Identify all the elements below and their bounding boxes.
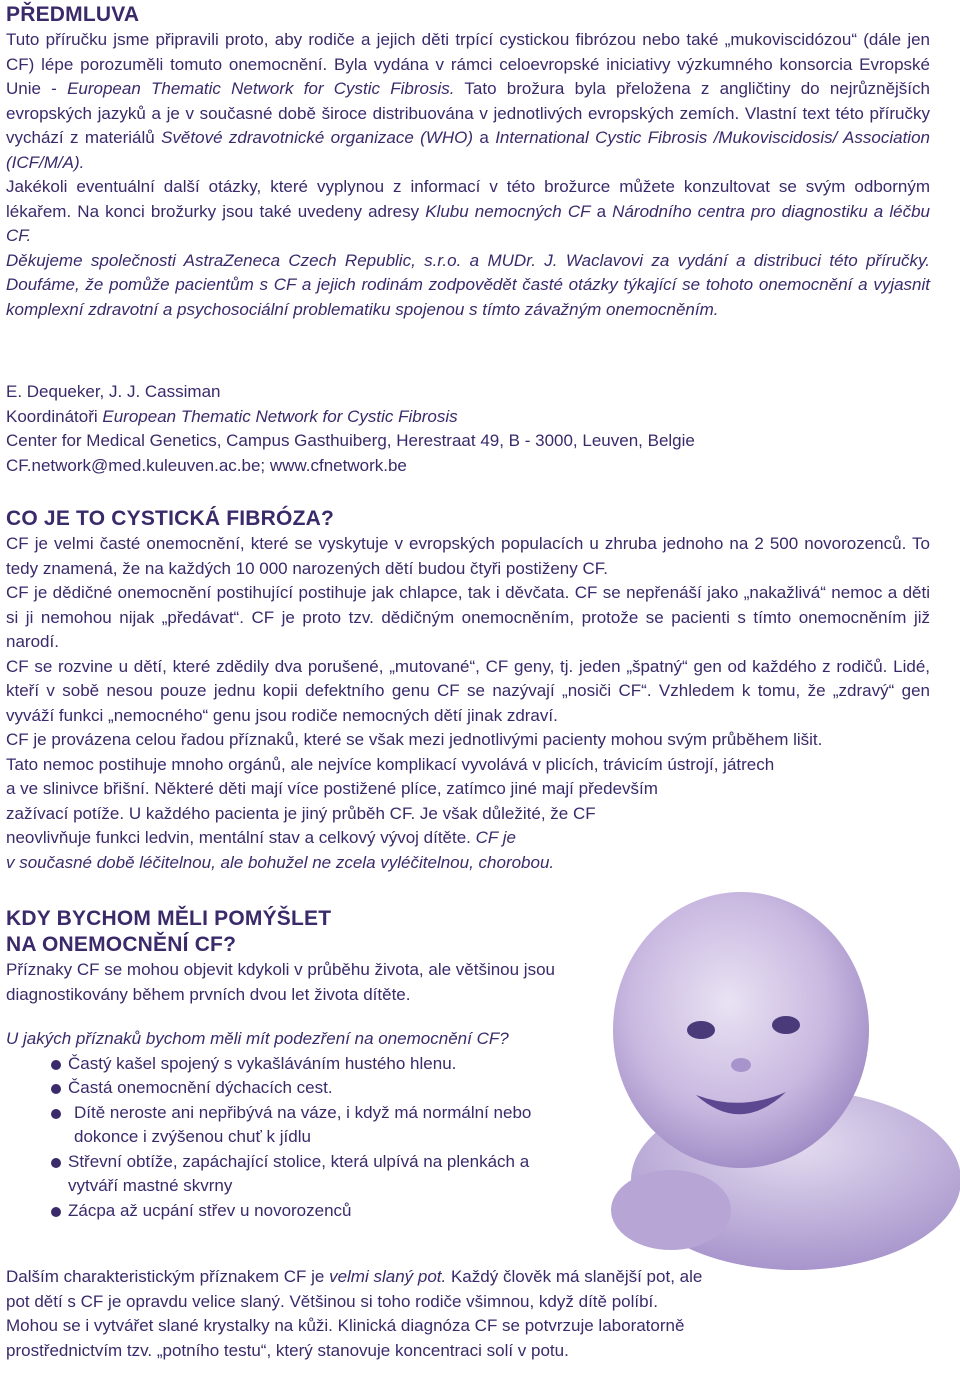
symptom-item: Zácpa až ucpání střev u novorozenců	[6, 1199, 566, 1224]
baby-arm-shape	[611, 1170, 731, 1250]
signature-address: Center for Medical Genetics, Campus Gasthuiberg, Herestraat 49, B - 3000, Leuven, Belgie	[6, 431, 695, 450]
suspect-question: U jakých příznaků bychom měli mít podezření na onemocnění CF?	[6, 1029, 509, 1048]
when-suspect-cf-section	[6, 906, 606, 1223]
foreword-title: PŘEDMLUVA	[6, 3, 140, 26]
cf-paragraph-4-line-6: v současné době léčitelnou, ale bohužel ne zcela vyléčitelnou, chorobou.	[6, 852, 555, 872]
when-suspect-title-line-2: NA ONEMOCNĚNÍ CF?	[6, 933, 237, 956]
cf-paragraph-4-line-2: Tato nemoc postihuje mnoho orgánů, ale nejvíce komplikací vyvolává v plicích, trávicím ústrojí, játrech	[6, 754, 775, 774]
baby-head-shape	[613, 892, 869, 1168]
foreword-paragraph-2: Jakékoli eventuální další otázky, které vyplynou z informací v této brožurce můžete konzultovat se svým odborným lékařem. Na konci brožurky jsou také uvedeny adresy Klubu nemocných CF a Národního centra pro diagnostiku a léčbu CF.	[6, 177, 930, 245]
suspect-intro: Příznaky CF se mohou objevit kdykoli v průběhu života, ale většinou jsou diagnostikovány během prvních dvou let života dítěte.	[6, 960, 555, 1004]
bullet-icon	[51, 1060, 61, 1070]
cf-paragraph-4-line-1: CF je provázena celou řadou příznaků, které se však mezi jednotlivými pacienty mohou svým průběhem lišit.	[6, 730, 823, 749]
baby-nose	[731, 1058, 751, 1072]
baby-eye-left	[687, 1021, 715, 1039]
signature-names: E. Dequeker, J. J. Cassiman	[6, 382, 221, 401]
bullet-icon	[51, 1084, 61, 1094]
symptom-item: Dítě neroste ani nepřibývá na váze, i když má normální nebo dokonce i zvýšenou chuť k jídlu	[6, 1101, 566, 1150]
symptom-list	[6, 1052, 566, 1224]
signature-contact: CF.network@med.kuleuven.ac.be; www.cfnetwork.be	[6, 455, 407, 475]
bullet-icon	[51, 1109, 61, 1119]
symptom-item: Častá onemocnění dýchacích cest.	[6, 1076, 566, 1101]
symptom-item: Střevní obtíže, zapáchající stolice, která ulpívá na plenkách a vytváří mastné skvrny	[6, 1150, 566, 1199]
cf-paragraph-4-line-4: zažívací potíže. U každého pacienta je jiný průběh CF. Je však důležité, že CF	[6, 803, 596, 823]
cf-paragraph-4-line-5: neovlivňuje funkci ledvin, mentální stav a celkový vývoj dítěte. CF je	[6, 828, 516, 847]
what-is-cf-title: CO JE TO CYSTICKÁ FIBRÓZA?	[6, 507, 334, 530]
sweat-section	[6, 1265, 706, 1363]
sweat-paragraph: Dalším charakteristickým příznakem CF je velmi slaný pot. Každý člověk má slanější pot, ale pot dětí s CF je opravdu velice slaný. Většinou si toho rodiče všimnou, když dítě políbí. Mohou se i vytvářet slané krystalky na kůži. Klinická diagnóza CF se potvrzuje laboratorně prostřednictvím tzv. „potního testu“, který stanovuje koncentraci solí v potu.	[6, 1267, 703, 1360]
when-suspect-title-line-1: KDY BYCHOM MĚLI POMÝŠLET	[6, 907, 332, 930]
bullet-icon	[51, 1207, 61, 1217]
baby-photo	[591, 880, 960, 1275]
symptom-item: Častý kašel spojený s vykašláváním hustého hlenu.	[6, 1052, 566, 1077]
foreword-paragraph-1: Tuto příručku jsme připravili proto, aby rodiče a jejich děti trpící cystickou fibrózou nebo také „mukoviscidózou“ (dále jen CF) lépe porozuměli tomuto onemocnění. Byla vydána v rámci celoevropské iniciativy výzkumného konsorcia Evropské Unie - European Thematic Network for Cystic Fibrosis. Tato brožura byla přeložena z angličtiny do nejrůznějších evropských jazyků a je v současné době široce distribuována v jednotlivých evropských zemích. Vlastní text této příručky vychází z materiálů Světové zdravotnické organizace (WHO) a International Cystic Fibrosis /Mukoviscidosis/ Association (ICF/M/A).	[6, 30, 930, 172]
foreword-paragraph-3: Děkujeme společnosti AstraZeneca Czech Republic, s.r.o. a MUDr. J. Waclavovi za vydání a distribuci této příručky. Doufáme, že pomůže pacientům s CF a jejich rodinám zodpovědět časté otázky týkající se tohoto onemocnění a vyjasnit komplexní zdravotní a psychosociální problematiku spojenou s tímto závažným onemocněním.	[6, 250, 930, 319]
bullet-icon	[51, 1158, 61, 1168]
cf-paragraph-3: CF se rozvine u dětí, které zdědily dva porušené, „mutované“, CF geny, tj. jeden „špatný“ gen od každého z rodičů. Lidé, kteří v sobě nesou pouze jednu kopii defektního genu CF se nazývají „nosiči CF“. Vzhledem k tomu, že „zdravý“ gen vyváží funkci „nemocného“ genu jsou rodiče nemocných dětí jinak zdraví.	[6, 656, 930, 725]
signature-role: Koordinátoři European Thematic Network for Cystic Fibrosis	[6, 406, 458, 426]
cf-paragraph-2: CF je dědičné onemocnění postihující postihuje jak chlapce, tak i děvčata. CF se nepřenáší jako „nakažlivá“ nemoc a děti si ji nemohou nijak „předávat“. CF je proto tzv. dědičným onemocněním, protože se pacienti s tímto onemocněním již narodí.	[6, 583, 930, 651]
baby-eye-right	[772, 1016, 800, 1034]
cf-paragraph-1: CF je velmi časté onemocnění, které se vyskytuje v evropských populacích u zhruba jednoho na 2 500 novorozenců. To tedy znamená, že na každých 10 000 narozených dětí budou čtyři postiženy CF.	[6, 534, 930, 578]
what-is-cf-section	[6, 506, 930, 875]
signature-block	[6, 380, 930, 478]
cf-paragraph-4-line-3: a ve slinivce břišní. Některé děti mají více postižené plíce, zatímco jiné mají především	[6, 779, 658, 798]
foreword-section	[6, 2, 930, 322]
